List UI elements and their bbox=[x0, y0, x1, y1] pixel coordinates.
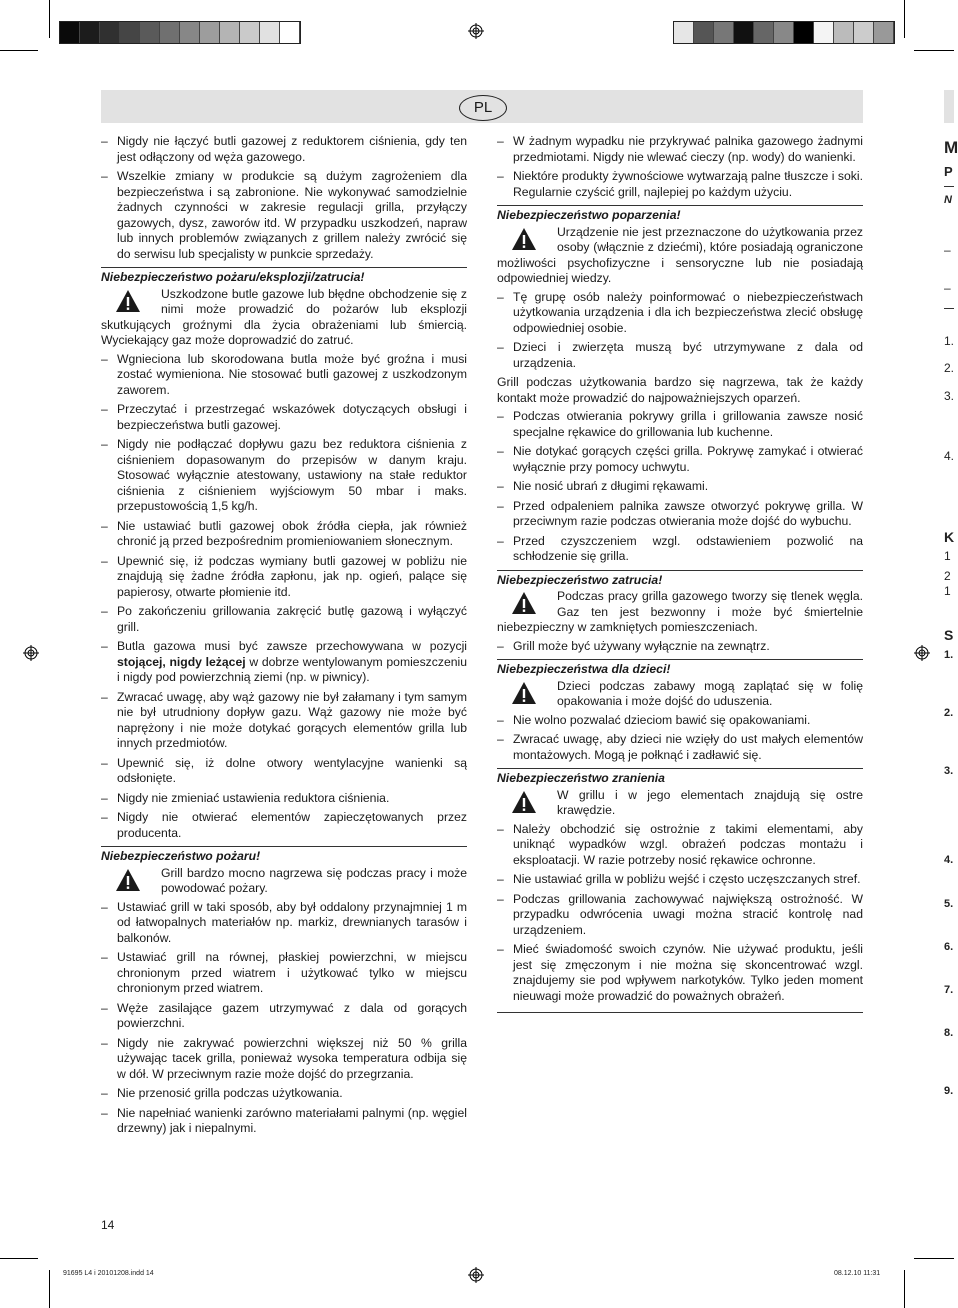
list-item: – Nigdy nie zmieniać ustawienia reduktora ciśnienia. bbox=[101, 791, 467, 807]
section-title: Niebezpieczeństwo pożaru/eksplozji/zatrucia! bbox=[101, 270, 365, 284]
poisoning-list bbox=[497, 639, 863, 655]
list-item: – Ustawiać grill w taki sposób, aby był oddalony przynajmniej 1 m od łatwopalnych materiałów np. markiz, drewnianych tarasów i balkonów. bbox=[101, 900, 467, 947]
warning-text: Uszkodzone butle gazowe lub błędne obchodzenie się z nimi może prowadzić do pożarów lub eksplozji skutkujących groźnymi dla życia obrażeniami lub śmiercią. Wyciekający gaz może doprowadzić do zatruć. bbox=[101, 286, 467, 347]
list-item: – Nie ustawiać butli gazowej obok źródła ciepła, jak również chronić ją przed bezpośrednim promieniowaniem słonecznym. bbox=[101, 519, 467, 550]
list-item: – Wgnieciona lub skorodowana butla może być groźna i musi zostać wymieniona. Nie stosować butli gazowej z uszkodzonym zaworem. bbox=[101, 352, 467, 399]
list-item: – Przed odpaleniem palnika zawsze otworzyć pokrywę grilla. W przeciwnym razie podczas otwierania może dojść do wybuchu. bbox=[497, 499, 863, 530]
edge-letter: 2. bbox=[944, 707, 954, 719]
list-item: – Nigdy nie łączyć butli gazowej z reduktorem ciśnienia, gdy ten jest odłączony od węża gazowego. bbox=[101, 134, 467, 165]
footer-date: 08.12.10 11:31 bbox=[834, 1270, 881, 1277]
edge-letter: 9. bbox=[944, 1085, 954, 1097]
list-item: – Po zakończeniu grillowania zakręcić butlę gazową i wyłączyć grill. bbox=[101, 604, 467, 635]
registration-mark-top-icon bbox=[468, 23, 484, 39]
left-column bbox=[101, 134, 467, 1141]
intro-list bbox=[101, 134, 467, 262]
list-item: – W żadnym wypadku nie przykrywać palnika gazowego żadnymi przedmiotami. Nigdy nie wlewać cieczy (np. wody) do wanienki. bbox=[497, 134, 863, 165]
section-fire bbox=[101, 846, 467, 1137]
section-title: Niebezpieczeństwa dla dzieci! bbox=[497, 662, 671, 676]
color-bar-left bbox=[59, 21, 301, 44]
edge-letter: – bbox=[944, 243, 951, 257]
list-item: – Węże zasilające gazem utrzymywać z dala od gorących powierzchni. bbox=[101, 1001, 467, 1032]
list-item: – Butla gazowa musi być zawsze przechowywana w pozycji stojącej, nigdy leżącej w dobrze wentylowanym pomieszczeniu i nigdy pod powierzchnią ziemi (np. w piwnicy). bbox=[101, 639, 467, 686]
edge-letter: 2. bbox=[944, 361, 955, 375]
section-children bbox=[497, 659, 863, 763]
warning-text: W grillu i w jego elementach znajdują się ostre krawędzie. bbox=[497, 788, 863, 819]
edge-letter: 8. bbox=[944, 1027, 954, 1039]
edge-letter: 1 bbox=[944, 549, 951, 563]
crop-mark bbox=[914, 50, 954, 51]
list-item: – Nie dotykać gorących części grilla. Pokrywę zamykać i otwierać wyłącznie przy pomocy uchwytu. bbox=[497, 444, 863, 475]
edge-letter: 1 bbox=[944, 584, 951, 598]
list-item: – Zwracać uwagę, aby dzieci nie wzięły do ust małych elementów montażowych. Mogą je połknąć i zadławić się. bbox=[497, 732, 863, 763]
edge-letter: S bbox=[944, 627, 954, 643]
list-item: – Niektóre produkty żywnościowe wytwarzają palne tłuszcze i soki. Regularnie czyścić grill, najlepiej po każdym użyciu. bbox=[497, 169, 863, 200]
list-item: – Upewnić się, iż podczas wymiany butli gazowej w pobliżu nie znajdują się żadne źródła zapłonu, jak np. ogień, palące się papierosy, otwarte płomienie itd. bbox=[101, 554, 467, 601]
list-item: – Nie napełniać wanienki zarówno materiałami palnymi (np. węgiel drzewny) jak i niepalnymi. bbox=[101, 1106, 467, 1137]
list-item: – Nie nosić ubrań z długimi rękawami. bbox=[497, 479, 863, 495]
list-item: – Mieć świadomość swoich czynów. Nie używać produktu, jeśli jest się zmęczonym i nie można się skoncentrować wzgl. znajdujemy sie pod wpływem narkotyków. Tylko jeden moment nieuwagi może prowadzić do poważnych obrażeń. bbox=[497, 942, 863, 1004]
warning-triangle-icon bbox=[511, 227, 537, 251]
edge-rule bbox=[944, 186, 954, 187]
list-item: – Nigdy nie zakrywać powierzchni większej niż 50 % grilla używając tacek grilla, ponieważ wysoka temperatura odbija się w dół. W przeciwnym razie może dojść do przegrzania. bbox=[101, 1036, 467, 1083]
section-title: Niebezpieczeństwo zranienia bbox=[497, 771, 665, 785]
children-list bbox=[497, 713, 863, 764]
language-badge: PL bbox=[459, 95, 507, 121]
edge-letter: 4. bbox=[944, 449, 955, 463]
fire-explosion-list bbox=[101, 352, 467, 842]
list-item: – Nie ustawiać grilla w pobliżu wejść i często uczęszczanych stref. bbox=[497, 872, 863, 888]
list-item: – Nie wolno pozwalać dzieciom bawić się opakowaniami. bbox=[497, 713, 863, 729]
crop-mark bbox=[904, 0, 905, 38]
list-item: – Zwracać uwagę, aby wąż gazowy nie był załamany i tym samym nie był utrudniony dopływ gazu. Wąż gazowy nie może być naprężony i nie może dotykać gorących elementów grilla lub innych przedmiotów. bbox=[101, 690, 467, 752]
registration-mark-left-icon bbox=[23, 645, 39, 661]
crop-mark bbox=[0, 1258, 38, 1259]
edge-letter: 5. bbox=[944, 898, 954, 910]
list-item: – Podczas grillowania zachowywać największą ostrożność. W przypadku odwrócenia uwagi można stracić kontrolę nad urządzeniem. bbox=[497, 892, 863, 939]
warning-text: Dzieci podczas zabawy mogą zaplątać się w folię opakowania i może dojść do uduszenia. bbox=[497, 679, 863, 710]
section-title: Niebezpieczeństwo zatrucia! bbox=[497, 572, 663, 587]
list-item: – Tę grupę osób należy poinformować o niebezpieczeństwach użytkowania urządzenia i dla ich bezpieczeństwa zlecić obsługę odpowiedniej osobie. bbox=[497, 290, 863, 337]
edge-letter: K bbox=[944, 529, 955, 545]
registration-mark-bottom-icon bbox=[468, 1267, 484, 1283]
section-poisoning bbox=[497, 570, 863, 655]
crop-mark bbox=[49, 1270, 50, 1308]
registration-mark-right-icon bbox=[914, 645, 930, 661]
edge-letter: 6. bbox=[944, 941, 954, 953]
section-title: Niebezpieczeństwo poparzenia! bbox=[497, 208, 681, 222]
footer-file-info: 91695 L4 i 20101208.indd 14 bbox=[63, 1270, 154, 1277]
burns-list bbox=[497, 290, 863, 372]
list-item: – Dzieci i zwierzęta muszą być utrzymywane z dala od urządzenia. bbox=[497, 340, 863, 371]
warning-triangle-icon bbox=[511, 790, 537, 814]
edge-letter: 3. bbox=[944, 389, 955, 403]
crop-mark bbox=[0, 50, 38, 51]
list-item: – Nigdy nie otwierać elementów zapieczętowanych przez producenta. bbox=[101, 810, 467, 841]
color-bar-right bbox=[673, 21, 895, 44]
edge-letter: M bbox=[944, 138, 958, 157]
next-page-header-strip bbox=[944, 90, 954, 123]
burns-list-2 bbox=[497, 409, 863, 565]
injury-list bbox=[497, 822, 863, 1005]
edge-letter: 1. bbox=[944, 649, 954, 661]
burns-paragraph: Grill podczas użytkowania bardzo się nagrzewa, tak że każdy kontakt może prowadzić do najpoważniejszych oparzeń. bbox=[497, 375, 863, 405]
list-item: – Wszelkie zmiany w produkcie są dużym zagrożeniem dla bezpieczeństwa i są zabronione. Nie wykonywać samodzielnie żadnych czynności w zakresie regulacji grilla, przyłączy gazowych, dysz, zaworów itd. W przypadku uszkodzeń, napraw lub innych problemów związanych z grillem należy zwrócić się do serwisu lub specjalisty w punkcie sprzedaży. bbox=[101, 169, 467, 262]
list-item: – Przed czyszczeniem wzgl. odstawieniem pozwolić na schłodzenie się grilla. bbox=[497, 534, 863, 565]
warning-text: Urządzenie nie jest przeznaczone do użytkowania przez osoby (włącznie z dziećmi), które posiadają ograniczone możliwości psychofizyczne i sensoryczne lub nie posiadają odpowiedniej wiedzy. bbox=[497, 224, 863, 285]
intro-list bbox=[497, 134, 863, 200]
edge-rule bbox=[944, 308, 954, 309]
list-item: – Ustawiać grill na równej, płaskiej powierzchni, w miejscu chronionym przed wiatrem i użytkować tylko w miejscu chronionym przed wiatrem. bbox=[101, 950, 467, 997]
list-item: – Upewnić się, iż dolne otwory wentylacyjne wanienki są odsłonięte. bbox=[101, 756, 467, 787]
warning-triangle-icon bbox=[511, 591, 537, 615]
edge-letter: 3. bbox=[944, 765, 954, 777]
section-burns bbox=[497, 205, 863, 565]
crop-mark bbox=[49, 0, 50, 38]
edge-letter: N bbox=[944, 194, 952, 206]
list-item: – Należy obchodzić się ostrożnie z takimi elementami, aby uniknąć wypadków wzgl. obrażeń podczas montażu i eksploatacji. W razie potrzeby nosić rękawice ochronne. bbox=[497, 822, 863, 869]
edge-letter: 4. bbox=[944, 854, 954, 866]
warning-triangle-icon bbox=[511, 681, 537, 705]
warning-text: Podczas pracy grilla gazowego tworzy się tlenek węgla. Gaz ten jest bezwonny i może być śmiertelnie niebezpieczny w zamkniętych pomieszczeniach. bbox=[497, 589, 863, 634]
list-item: – Grill może być używany wyłącznie na zewnątrz. bbox=[497, 639, 863, 655]
list-item: – Przeczytać i przestrzegać wskazówek dotyczących obsługi i bezpieczeństwa butli gazowej. bbox=[101, 402, 467, 433]
edge-letter: 7. bbox=[944, 984, 954, 996]
warning-text: Grill bardzo mocno nagrzewa się podczas pracy i może powodować pożary. bbox=[101, 866, 467, 897]
list-item: – Nigdy nie podłączać dopływu gazu bez reduktora ciśnienia z ciśnieniem dopasowanym do przepisów w danym kraju. Stosować wyłącznie atestowany, ustawiony na stałe reduktor ciśnienia z ciśnieniem wyjściowym 50 mbar i maks. przepustowością 1,5 kg/h. bbox=[101, 437, 467, 515]
warning-triangle-icon bbox=[115, 289, 141, 313]
list-item: – Nie przenosić grilla podczas użytkowania. bbox=[101, 1086, 467, 1102]
edge-letter: 1. bbox=[944, 334, 955, 348]
crop-mark bbox=[904, 1270, 905, 1308]
page-number: 14 bbox=[101, 1218, 115, 1232]
crop-mark bbox=[914, 1258, 954, 1259]
edge-letter: – bbox=[944, 281, 951, 295]
section-fire-explosion bbox=[101, 267, 467, 841]
right-column bbox=[497, 134, 863, 1013]
edge-letter: P bbox=[944, 164, 953, 179]
list-item: – Podczas otwierania pokrywy grilla i grillowania zawsze nosić specjalne rękawice do grillowania lub kuchenne. bbox=[497, 409, 863, 440]
warning-triangle-icon bbox=[115, 868, 141, 892]
section-title: Niebezpieczeństwo pożaru! bbox=[101, 849, 261, 863]
edge-letter: 2 bbox=[944, 569, 951, 583]
section-injury bbox=[497, 768, 863, 1013]
fire-list bbox=[101, 900, 467, 1137]
